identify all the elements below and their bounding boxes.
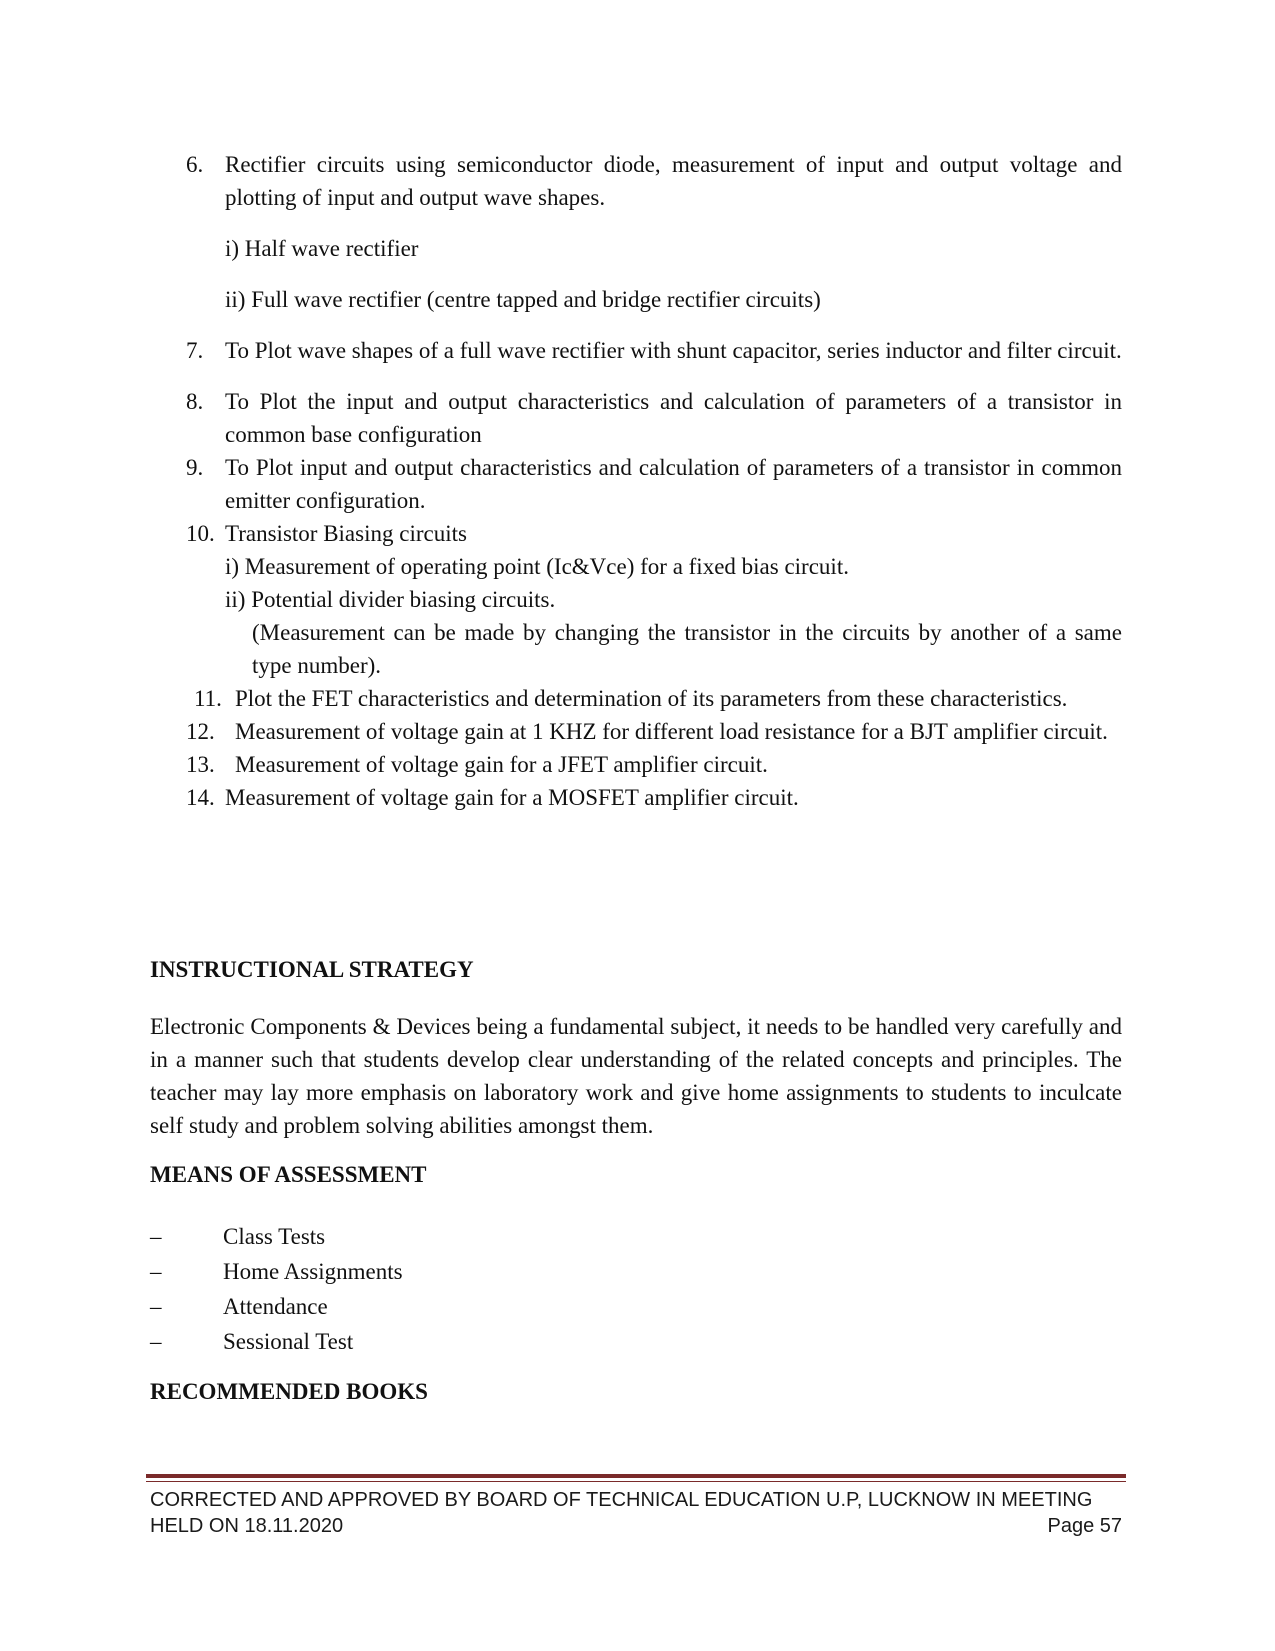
assessment-item: Class Tests xyxy=(223,1224,326,1249)
item-text: Measurement of voltage gain for a JFET amplifier circuit. xyxy=(235,752,768,777)
item-text: To Plot input and output characteristics and calculation of parameters of a transistor in common emitter configuration. xyxy=(225,455,1122,513)
item-text: Measurement of voltage gain at 1 KHZ for different load resistance for a BJT amplifier circuit. xyxy=(235,719,1108,744)
item-number: 12. xyxy=(186,719,215,744)
assessment-item: Home Assignments xyxy=(223,1259,403,1284)
footer-rule-thin xyxy=(146,1481,1126,1482)
item-number: 6. xyxy=(186,152,204,177)
footer-line-2: HELD ON 18.11.2020 xyxy=(150,1515,344,1537)
dash-bullet: – xyxy=(150,1224,162,1249)
instructional-strategy-paragraph: Electronic Components & Devices being a fundamental subject, it needs to be handled very carefully and in a manner such that students develop clear understanding of the related concepts and principles. The teacher may lay more emphasis on laboratory work and give home assignments to students to inculcate self study and problem solving abilities amongst them. xyxy=(150,1014,1122,1138)
list-item xyxy=(150,1254,403,1289)
section-heading-instructional-strategy: INSTRUCTIONAL STRATEGY xyxy=(150,957,474,982)
list-item xyxy=(186,385,1122,451)
assessment-list xyxy=(150,1219,403,1359)
sub-item: ii) Potential divider biasing circuits. xyxy=(225,587,556,612)
item-number: 11. xyxy=(194,686,222,711)
list-item xyxy=(150,1219,403,1254)
sub-item: i) Measurement of operating point (Ic&Vce) for a fixed bias circuit. xyxy=(225,554,849,579)
list-item xyxy=(186,682,1122,715)
list-item xyxy=(186,715,1122,748)
page-footer xyxy=(150,1487,1122,1539)
list-item xyxy=(186,334,1122,367)
item-number: 10. xyxy=(186,521,215,546)
section-heading-recommended-books: RECOMMENDED BOOKS xyxy=(150,1379,428,1404)
item-number: 9. xyxy=(186,455,204,480)
practical-list xyxy=(186,148,1122,814)
assessment-item: Sessional Test xyxy=(223,1329,354,1354)
list-item xyxy=(186,517,1122,550)
sub-item-note: (Measurement can be made by changing the transistor in the circuits by another of a same type number). xyxy=(252,620,1122,678)
sub-item: i) Half wave rectifier xyxy=(225,236,419,261)
footer-line-1: CORRECTED AND APPROVED BY BOARD OF TECHNICAL EDUCATION U.P, LUCKNOW IN MEETING xyxy=(150,1489,1093,1511)
dash-bullet: – xyxy=(150,1259,162,1284)
list-item xyxy=(150,1324,403,1359)
item-number: 13. xyxy=(186,752,215,777)
footer-rule-thick xyxy=(146,1474,1126,1478)
section-heading-assessment: MEANS OF ASSESSMENT xyxy=(150,1162,427,1187)
item-number: 8. xyxy=(186,389,204,414)
dash-bullet: – xyxy=(150,1294,162,1319)
item-number: 14. xyxy=(186,785,215,810)
item-text: Measurement of voltage gain for a MOSFET amplifier circuit. xyxy=(225,785,799,810)
list-item xyxy=(186,451,1122,517)
item-text: Rectifier circuits using semiconductor diode, measurement of input and output voltage and plotting of input and output wave shapes. xyxy=(225,152,1122,210)
item-text: To Plot the input and output characteristics and calculation of parameters of a transistor in common base configuration xyxy=(225,389,1122,447)
list-item xyxy=(186,148,1122,214)
list-item xyxy=(150,1289,403,1324)
list-item xyxy=(186,781,1122,814)
item-text: Transistor Biasing circuits xyxy=(225,521,467,546)
item-text: Plot the FET characteristics and determination of its parameters from these characteristics. xyxy=(235,686,1068,711)
page-number: Page 57 xyxy=(1047,1515,1122,1537)
sub-item: ii) Full wave rectifier (centre tapped and bridge rectifier circuits) xyxy=(225,287,821,312)
item-number: 7. xyxy=(186,338,204,363)
assessment-item: Attendance xyxy=(223,1294,328,1319)
item-text: To Plot wave shapes of a full wave rectifier with shunt capacitor, series inductor and filter circuit. xyxy=(225,338,1122,363)
list-item xyxy=(186,748,1122,781)
dash-bullet: – xyxy=(150,1329,162,1354)
